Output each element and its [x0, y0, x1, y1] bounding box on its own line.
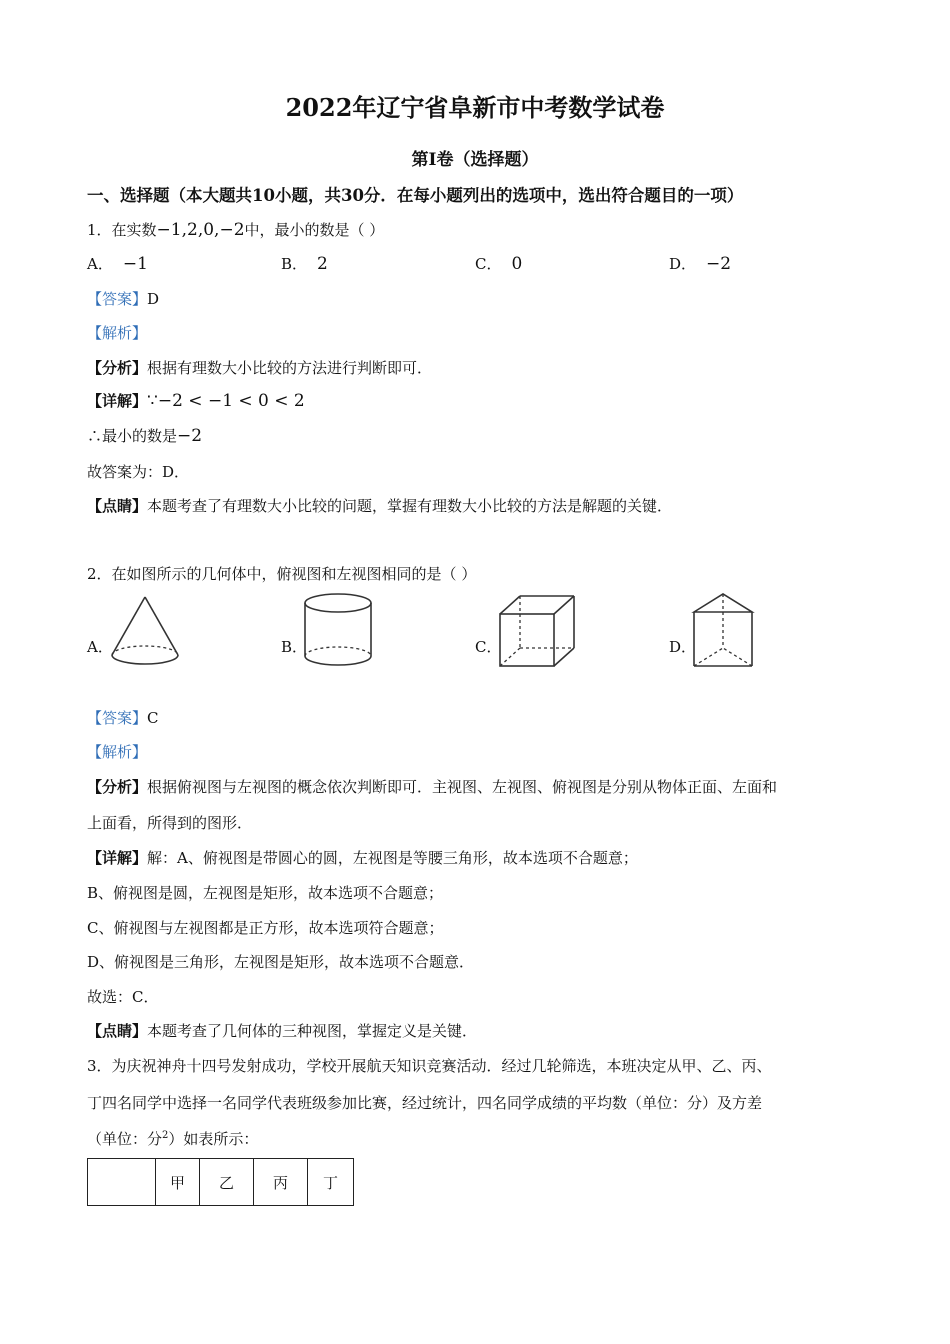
table-header-bing: 丙 [254, 1159, 308, 1206]
q1-option-c [475, 253, 522, 274]
q1-option-c-value: 0 [511, 254, 523, 274]
q1-analysis-tag-text: 【解析】 [87, 324, 148, 342]
q1-stem-prefix: 1．在实数 [87, 221, 157, 239]
q2-label-d: D． [669, 638, 697, 656]
q3-line-2: 丁四名同学中选择一名同学代表班级参加比赛，经过统计，四名同学成绩的平均数（单位：分）及方差 [87, 1094, 763, 1112]
q2-fenxi-tag: 【分析】 [87, 778, 148, 796]
q1-option-a [87, 253, 148, 274]
q2-fenxi-2: 上面看，所得到的图形． [87, 814, 253, 832]
cone-icon [105, 593, 185, 673]
table-row [88, 1159, 354, 1206]
q2-answer [87, 707, 159, 728]
q2-label-a: A． [87, 638, 113, 656]
q2-xiangjie-tag: 【详解】 [87, 849, 148, 867]
q1-answer-value: D [147, 290, 160, 308]
q1-option-a-label: A． [87, 255, 113, 273]
q2-conclusion: 故选：C． [87, 988, 159, 1006]
cylinder-icon [300, 590, 380, 674]
q2-fenxi-1 [87, 776, 777, 797]
q1-dianjing-text: 本题考查了有理数大小比较的问题，掌握有理数大小比较的方法是解题的关键． [147, 497, 673, 515]
q1-dianjing-tag: 【点睛】 [87, 497, 148, 515]
q1-analysis-tag [87, 322, 147, 343]
q1-xiangjie-math: ∵−2 < −1 < 0 < 2 [147, 391, 305, 411]
q3-line-3-sup: 2 [162, 1130, 169, 1141]
q3-line-1: 3．为庆祝神舟十四号发射成功，学校开展航天知识竞赛活动．经过几轮筛选，本班决定从甲、乙、丙、 [87, 1057, 772, 1075]
q2-line-b: B、俯视图是圆，左视图是矩形，故本选项不合题意； [87, 884, 444, 902]
q2-xiangjie-text: 解：A、俯视图是带圆心的圆，左视图是等腰三角形，故本选项不合题意； [147, 849, 638, 867]
q3-line-3-prefix: （单位：分 [87, 1130, 163, 1148]
cube-icon [495, 592, 579, 672]
q1-fenxi [87, 357, 432, 378]
q2-dianjing-text: 本题考查了几何体的三种视图，掌握定义是关键． [147, 1022, 478, 1040]
q1-fenxi-text: 根据有理数大小比较的方法进行判断即可． [147, 359, 433, 377]
q1-option-d-label: D． [669, 255, 697, 273]
q1-answer [87, 288, 159, 309]
q3-line-3-suffix: ）如表所示： [168, 1130, 259, 1148]
q1-conclusion: 故答案为：D． [87, 463, 190, 481]
section-heading: 一、选择题（本大题共10小题，共30分．在每小题列出的选项中，选出符合题目的一项） [87, 186, 744, 205]
q1-option-a-value: −1 [122, 254, 148, 274]
q1-fenxi-tag: 【分析】 [87, 359, 148, 377]
q1-xiangjie-tag: 【详解】 [87, 392, 148, 410]
q2-dianjing-tag: 【点睛】 [87, 1022, 148, 1040]
q2-answer-tag: 【答案】 [87, 709, 148, 727]
q1-option-c-label: C． [475, 255, 502, 273]
q1-dianjing [87, 495, 672, 516]
q1-option-b [281, 253, 328, 274]
scores-table [87, 1158, 354, 1206]
q2-label-b: B． [281, 638, 308, 656]
part-subtitle: 第I卷（选择题） [411, 150, 539, 170]
table-header-yi: 乙 [200, 1159, 254, 1206]
q2-analysis-tag-text: 【解析】 [87, 743, 148, 761]
q2-stem: 2．在如图所示的几何体中，俯视图和左视图相同的是（ ） [87, 565, 477, 583]
q1-therefore-math: −2 [177, 426, 203, 446]
q1-xiangjie [87, 390, 305, 411]
q1-stem [87, 219, 384, 240]
q2-line-d: D、俯视图是三角形，左视图是矩形，故本选项不合题意． [87, 953, 475, 971]
table-header-jia: 甲 [156, 1159, 200, 1206]
q1-therefore-text: ∴最小的数是 [87, 427, 178, 445]
q1-option-b-value: 2 [317, 254, 328, 274]
q1-stem-math: −1,2,0,−2 [156, 220, 245, 240]
q2-analysis-tag [87, 741, 147, 762]
q1-option-d-value: −2 [706, 254, 732, 274]
table-header-ding: 丁 [308, 1159, 354, 1206]
q1-therefore [87, 425, 202, 446]
q2-xiangjie [87, 847, 638, 868]
prism-icon [690, 590, 756, 674]
q1-stem-suffix: 中，最小的数是（ ） [244, 221, 385, 239]
q1-option-d [669, 253, 731, 274]
page-title: 2022年辽宁省阜新市中考数学试卷 [285, 93, 665, 122]
q3-line-3 [87, 1128, 258, 1149]
q2-answer-value: C [147, 709, 159, 727]
q1-answer-tag: 【答案】 [87, 290, 148, 308]
q1-option-b-label: B． [281, 255, 308, 273]
q2-dianjing [87, 1020, 477, 1041]
q2-fenxi-text-1: 根据俯视图与左视图的概念依次判断即可．主视图、左视图、俯视图是分别从物体正面、左面和 [147, 778, 778, 796]
q2-label-c: C． [475, 638, 502, 656]
q2-line-c: C、俯视图与左视图都是正方形，故本选项符合题意； [87, 919, 444, 937]
table-header-blank [88, 1159, 156, 1206]
